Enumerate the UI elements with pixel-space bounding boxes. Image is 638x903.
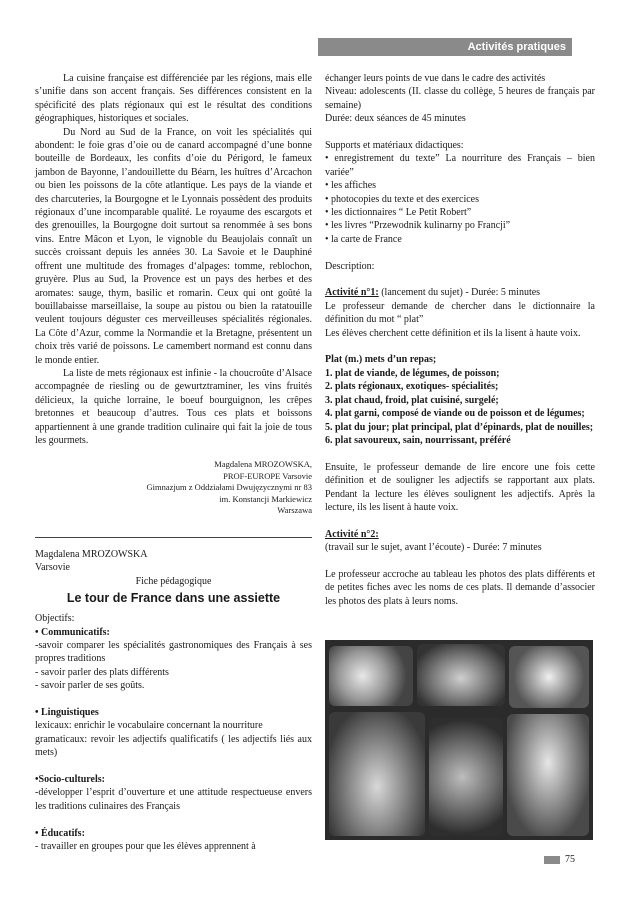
right-column <box>325 72 595 608</box>
city: Varsovie <box>35 562 70 574</box>
food-photos <box>325 640 593 840</box>
list-item: - savoir parler des plats différents <box>35 666 169 678</box>
list-item: 3. plat chaud, froid, plat cuisiné, surgelé; <box>325 394 499 406</box>
page-number: 75 <box>565 854 575 865</box>
author: Magdalena MROZOWSKA <box>35 548 148 560</box>
list-item: • enregistrement du texte” La nourriture des Français – bien variée” <box>325 153 595 178</box>
activite-1-heading: Activité n°1: (lancement du sujet) - Durée: 5 minutes <box>325 287 541 299</box>
list-item: 5. plat du jour; plat principal, plat d’épinards, plat de nouilles; <box>325 421 594 433</box>
list-item: 4. plat garni, composé de viande ou de poisson et de légumes; <box>325 408 585 420</box>
list-item: • les livres “Przewodnik kulinarny po Francji” <box>325 220 511 232</box>
objectifs-heading: Objectifs: <box>35 613 75 625</box>
mets-paragraph: La liste de mets régionaux est infinie - la choucroûte d’Alsace accompagnée de riesling ou de gewurtztraminer, les vins fruités délicieux, la quiche lorraine, le boeuf bourguignon, les crêpes bretonnes et beaucoup d’autres. Tous ces plats et boissons appartiennent à une grande tradition culinaire qui fait la joie de tous les gourmets. <box>35 367 312 446</box>
food-photo <box>329 712 425 836</box>
list-item: gramaticaux: revoir les adjectifs qualificatifs ( les adjectifs liés aux mets) <box>35 733 312 759</box>
ensuite-paragraph: Ensuite, le professeur demande de lire encore une fois cette définition et de souligner les adjectifs se rapportant aux plats. Pendant la lecture les élèves soulignent les adjectifs. Après la lecture, ils les lisent à haute voix. <box>325 461 595 513</box>
list-item: • la carte de France <box>325 233 402 245</box>
linguistiques-heading: • Linguistiques <box>35 706 99 718</box>
food-photo <box>507 714 589 836</box>
list-item: - travailler en groupes pour que les élèves apprennent à <box>35 840 256 852</box>
intro-paragraph: La cuisine française est différenciée par les régions, mais elle s’unifie dans son accent français. Ses différences consistent en la spécificité des plats régionaux qui est le résultat des conditions géographiques, historiques et sociales. <box>35 73 312 125</box>
list-item: - savoir parler de ses goûts. <box>35 680 145 692</box>
food-photo <box>417 644 505 706</box>
list-item: -savoir comparer les spécialités gastronomiques des Français à ses propres traditions <box>35 639 312 665</box>
niveau: Niveau: adolescents (II. classe du collège, 5 heures de français par semaine) <box>325 86 595 111</box>
duree: Durée: deux séances de 45 minutes <box>325 113 466 125</box>
list-item: 1. plat de viande, de légumes, de poisson; <box>325 367 500 379</box>
communicatifs-heading: • Communicatifs: <box>35 626 110 638</box>
activite-2-sub: (travail sur le sujet, avant l’écoute) - Durée: 7 minutes <box>325 542 542 554</box>
fiche-label: Fiche pédagogique <box>135 575 212 587</box>
food-photo <box>509 646 589 708</box>
list-item: lexicaux: enrichir le vocabulaire concernant la nourriture <box>35 720 263 732</box>
list-item: • les affiches <box>325 180 377 192</box>
description-heading: Description: <box>325 260 375 272</box>
list-item: 6. plat savoureux, sain, nourrissant, préféré <box>325 434 511 446</box>
signature: Magdalena MROZOWSKA, PROF-EUROPE Varsovie Gimnazjum z Oddziałami Dwujęzycznymi nr 83 im. Konstancji Markiewicz Warszawa <box>146 459 312 516</box>
divider <box>35 537 312 538</box>
lesson-title: Le tour de France dans une assiette <box>66 591 281 606</box>
activite-1-text: Les élèves cherchent cette définition et ils la lisent à haute voix. <box>325 327 581 339</box>
activite-1-text: Le professeur demande de chercher dans le dictionnaire la définition du mot “ plat” <box>325 300 595 326</box>
list-item: -développer l’esprit d’ouverture et une attitude respectueuse envers les traditions culinaires des Français <box>35 787 312 812</box>
left-column <box>35 72 312 853</box>
page-number-marker <box>544 856 560 864</box>
list-item: 2. plats régionaux, exotiques- spécialités; <box>325 381 499 393</box>
plat-list <box>325 367 595 447</box>
continuation-text: échanger leurs points de vue dans le cadre des activités <box>325 73 546 84</box>
activite-2-heading: Activité n°2: <box>325 528 379 540</box>
educatifs-heading: • Éducatifs: <box>35 827 85 839</box>
section-header: Activités pratiques <box>318 38 572 56</box>
food-photo <box>329 646 413 706</box>
socio-culturels-heading: •Socio-culturels: <box>35 773 105 785</box>
activite-2-text: Le professeur accroche au tableau les photos des plats différents et de petites fiches avec les noms de ces plats. Il demande d’associer les photos des plats à leurs noms. <box>325 568 595 607</box>
list-item: • les dictionnaires “ Le Petit Robert” <box>325 207 472 219</box>
supports-heading: Supports et matériaux didactiques: <box>325 140 464 152</box>
regions-paragraph: Du Nord au Sud de la France, on voit les spécialités qui abondent: le foie gras d’oie ou de canard accompagné d’une bonne bouteille de Bordeaux, les confits d’oie du Périgord, le fameux jambon de Bayonne, l’andouillette du Béarn, les huîtres d’Arcachon ou bien les poissons de la côte atlantique. Les pays de la viande et des charcuteries, la Bourgogne et le Lyonnais possèdent des produits régionaux d’une incomparable qualité. Le royaume des escargots et des grenouilles, la Bourgogne doit surtout sa renommée à ses bons vins. Entre Mâcon et Lyon, le vignoble du Beaujolais connaît un succès croissant depuis les années 30. La Savoie et le Dauphiné offrent une multitude des fromages d‘alpages: tomme, reblochon, gruyère. Plus au Sud, la Provence est un pays des herbes et des aromates: sauge, thym, basilic et romarin. Ceux qui ont goûté la bouillabaisse marseillaise, la soupe au pistou ou bien la ratatouille veulent toujours déguster ces merveilleuses spécialités régionales. La Côte d’Azur, comme la Normandie et la Bretagne, présentent un choix très varié de poissons. Le camembert normand est connu dans le monde entier. <box>35 126 312 366</box>
list-item: • photocopies du texte et des exercices <box>325 193 479 205</box>
food-photo <box>429 718 503 836</box>
plat-definition: Plat (m.) mets d’un repas; <box>325 354 437 366</box>
